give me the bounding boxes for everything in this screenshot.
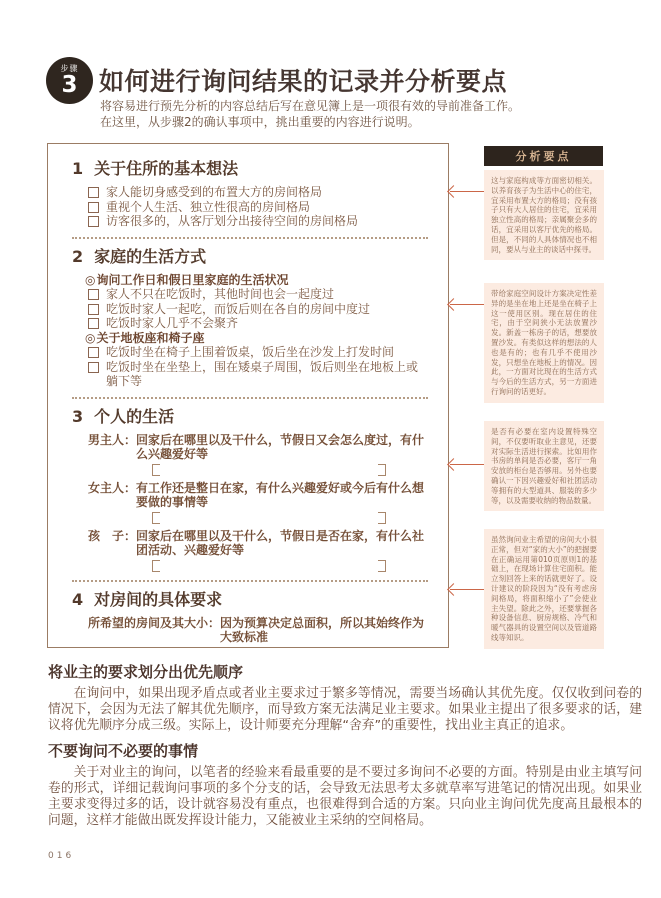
checklist-item: [88, 185, 428, 200]
section-heading: [72, 160, 428, 178]
page-title: 如何进行询问结果的记录并分析要点: [99, 67, 508, 96]
item-label: 所希望的房间及其大小：: [88, 615, 221, 630]
section-number: 4: [72, 589, 84, 609]
item-text: 回家后在哪里以及干什么，节假日又会怎么度过，有什么兴趣爱好等: [136, 432, 425, 461]
section-heading: [72, 248, 428, 266]
analysis-note: 这与家庭构成等方面密切相关。以养育孩子为生活中心的住宅，宜采用布置大方的格局；没有孩子只有大人居住的住宅，宜采用独立性高的格局；亲属聚会多的话，宜采用以客厅优先的格局。但是，不同的人具体情况也不相同，要从与业主的谈话中探寻。: [484, 170, 604, 260]
sub-heading: [85, 273, 428, 288]
labeled-item: [88, 616, 428, 645]
step-badge-label: 步骤: [60, 63, 79, 73]
sub-heading-text: 关于地板座和椅子座: [96, 330, 205, 345]
checkbox-icon: [88, 362, 99, 373]
checklist-item: [88, 200, 428, 215]
item-label: 男主人：: [88, 432, 137, 447]
blank-answer-field: [152, 512, 386, 524]
item-text: 家人能切身感受到的布置大方的房间格局: [106, 185, 323, 199]
labeled-item: [88, 433, 428, 462]
section-heading: [72, 408, 428, 426]
analysis-header: 分析要点: [484, 146, 603, 166]
item-label: 孩 子：: [88, 528, 137, 543]
item-text: 回家后在哪里以及干什么，节假日是否在家，有什么社团活动、兴趣爱好等: [136, 528, 425, 557]
essay-heading: 将业主的要求划分出优先顺序: [48, 663, 244, 681]
analysis-note: 虽然询问业主希望的房间大小很正常，但对“家的大小”的把握要在正确运用第010页原则1的基础上，在现场计算住宅面积。能立刻回答上来的话就更好了。设计建议的阶段因为“没有考虑房间格局，将面积缩小了”会使业主失望。除此之外，还要掌握各种设备信息、厨房规格、冷气和暖气器具的设置空间以及管道路线等知识。: [484, 529, 604, 649]
arrow-left-icon: [450, 464, 484, 465]
arrow-left-icon: [450, 191, 484, 192]
analysis-note: 带给家庭空间设计方案决定性差异的是坐在地上还是坐在椅子上这一使用区别。现在居住的住宅，由于空间狭小无法放置沙发。新盖一栋房子的话，想要放置沙发。有类似这样的想法的人也是有的；也有几乎不使用沙发，只想坐在地板上的情况。因此，一方面对比现在的生活方式与今后的生活方式，另一方面进行询问的话更好。: [484, 283, 604, 403]
step-badge: [46, 57, 93, 104]
checklist-item: [88, 287, 428, 302]
item-text: 吃饭时坐在坐垫上，围在矮桌子周围，饭后则坐在地板上或躺下等: [106, 359, 419, 388]
page-number: 016: [48, 851, 75, 861]
checklist-item: [88, 360, 428, 389]
step-badge-number: 3: [61, 71, 78, 98]
blank-answer-field: [152, 647, 386, 649]
sub-heading: [85, 331, 428, 346]
section-title: 对房间的具体要求: [94, 589, 223, 609]
item-text: 吃饭时家人几乎不会聚齐: [106, 316, 239, 330]
double-circle-bullet-icon: ◎: [85, 272, 96, 287]
checklist-section: [72, 591, 428, 649]
item-text: 有工作还是整日在家，有什么兴趣爱好或今后有什么想要做的事情等: [136, 480, 425, 509]
checkbox-icon: [88, 187, 99, 198]
bottom-essays: [48, 662, 642, 836]
section-title: 家庭的生活方式: [94, 246, 207, 266]
labeled-item: [88, 529, 428, 558]
checklist-item: [88, 345, 428, 360]
item-text: 家人不只在吃饭时，其他时间也会一起度过: [106, 287, 335, 301]
blank-answer-field: [152, 464, 386, 476]
checkbox-icon: [88, 318, 99, 329]
labeled-item: [88, 481, 428, 510]
section-title: 关于住所的基本想法: [94, 159, 239, 178]
checklist-item: [88, 316, 428, 331]
blank-answer-field: [152, 560, 386, 572]
checkbox-icon: [88, 304, 99, 315]
essay-paragraph: 在询问中，如果出现矛盾点或者业主要求过于繁多等情况，需要当场确认其优先度。仅仅收到问卷的情况下，会因为无法了解其优先顺序，而导致方案无法满足业主要求。如果业主提出了很多要求的话，建议将优先顺序分成三级。实际上，设计师要充分理解“舍弃”的重要性，找出业主真正的追求。: [48, 686, 642, 733]
analysis-note: 是否有必要在室内设置特殊空间，不仅要听取业主意见，还要对实际生活进行探索。比如用作书房的单间是否必要，客厅一角安放的柜台是否够用。另外也要确认一下因兴趣爱好和社团活动等拥有的大型道具、服装的多少等，以及需要收纳的物品数量。: [484, 421, 604, 511]
checkbox-icon: [88, 216, 99, 227]
checkbox-icon: [88, 202, 99, 213]
item-label: 女主人：: [88, 480, 137, 495]
section-divider: [72, 237, 428, 239]
checkbox-icon: [88, 347, 99, 358]
item-text: 因为预算决定总面积，所以其始终作为大致标准: [220, 615, 425, 644]
section-title: 个人的生活: [94, 406, 175, 426]
section-divider: [72, 397, 428, 399]
section-divider: [72, 580, 428, 582]
item-text: 访客很多的，从客厅划分出接待空间的房间格局: [106, 214, 359, 228]
essay-heading: 不要询问不必要的事情: [48, 742, 199, 760]
checklist-section: [72, 408, 428, 572]
item-text: 重视个人生活、独立性很高的房间格局: [106, 199, 311, 214]
checklist-item: [88, 302, 428, 317]
checklist-section: [72, 160, 428, 229]
arrow-left-icon: [450, 304, 484, 305]
checklist-sections: [72, 160, 428, 648]
item-text: 吃饭时家人一起吃，而饭后则在各自的房间中度过: [106, 301, 371, 316]
item-text: 吃饭时坐在椅子上围着饭桌，饭后坐在沙发上打发时间: [106, 345, 395, 359]
intro-text: 将容易进行预先分析的内容总结后写在意见簿上是一项很有效的导前准备工作。在这里，从步骤2的确认事项中，挑出重要的内容进行说明。: [100, 99, 521, 129]
section-number: 1: [72, 159, 84, 178]
checklist-section: [72, 248, 428, 389]
section-number: 2: [72, 246, 84, 266]
essay-paragraph: 关于对业主的询问，以笔者的经验来看最重要的是不要过多询问不必要的方面。特别是由业主填写问卷的形式，详细记载询问事项的多个分支的话，会导致无法思考太多就草率写进笔记的情况出现。如果业主要求变得过多的话，设计就容易没有重点，也很难得到合适的方案。只向业主询问优先度高且最根本的问题，这样才能做出既发挥设计能力，又能被业主采纳的空间格局。: [48, 765, 642, 828]
sub-heading-text: 询问工作日和假日里家庭的生活状况: [96, 272, 289, 287]
checkbox-icon: [88, 289, 99, 300]
section-number: 3: [72, 406, 84, 426]
checklist-box: [47, 143, 449, 648]
arrow-left-icon: [450, 589, 484, 590]
section-heading: [72, 591, 428, 609]
checklist-item: [88, 214, 428, 229]
double-circle-bullet-icon: ◎: [85, 330, 96, 345]
